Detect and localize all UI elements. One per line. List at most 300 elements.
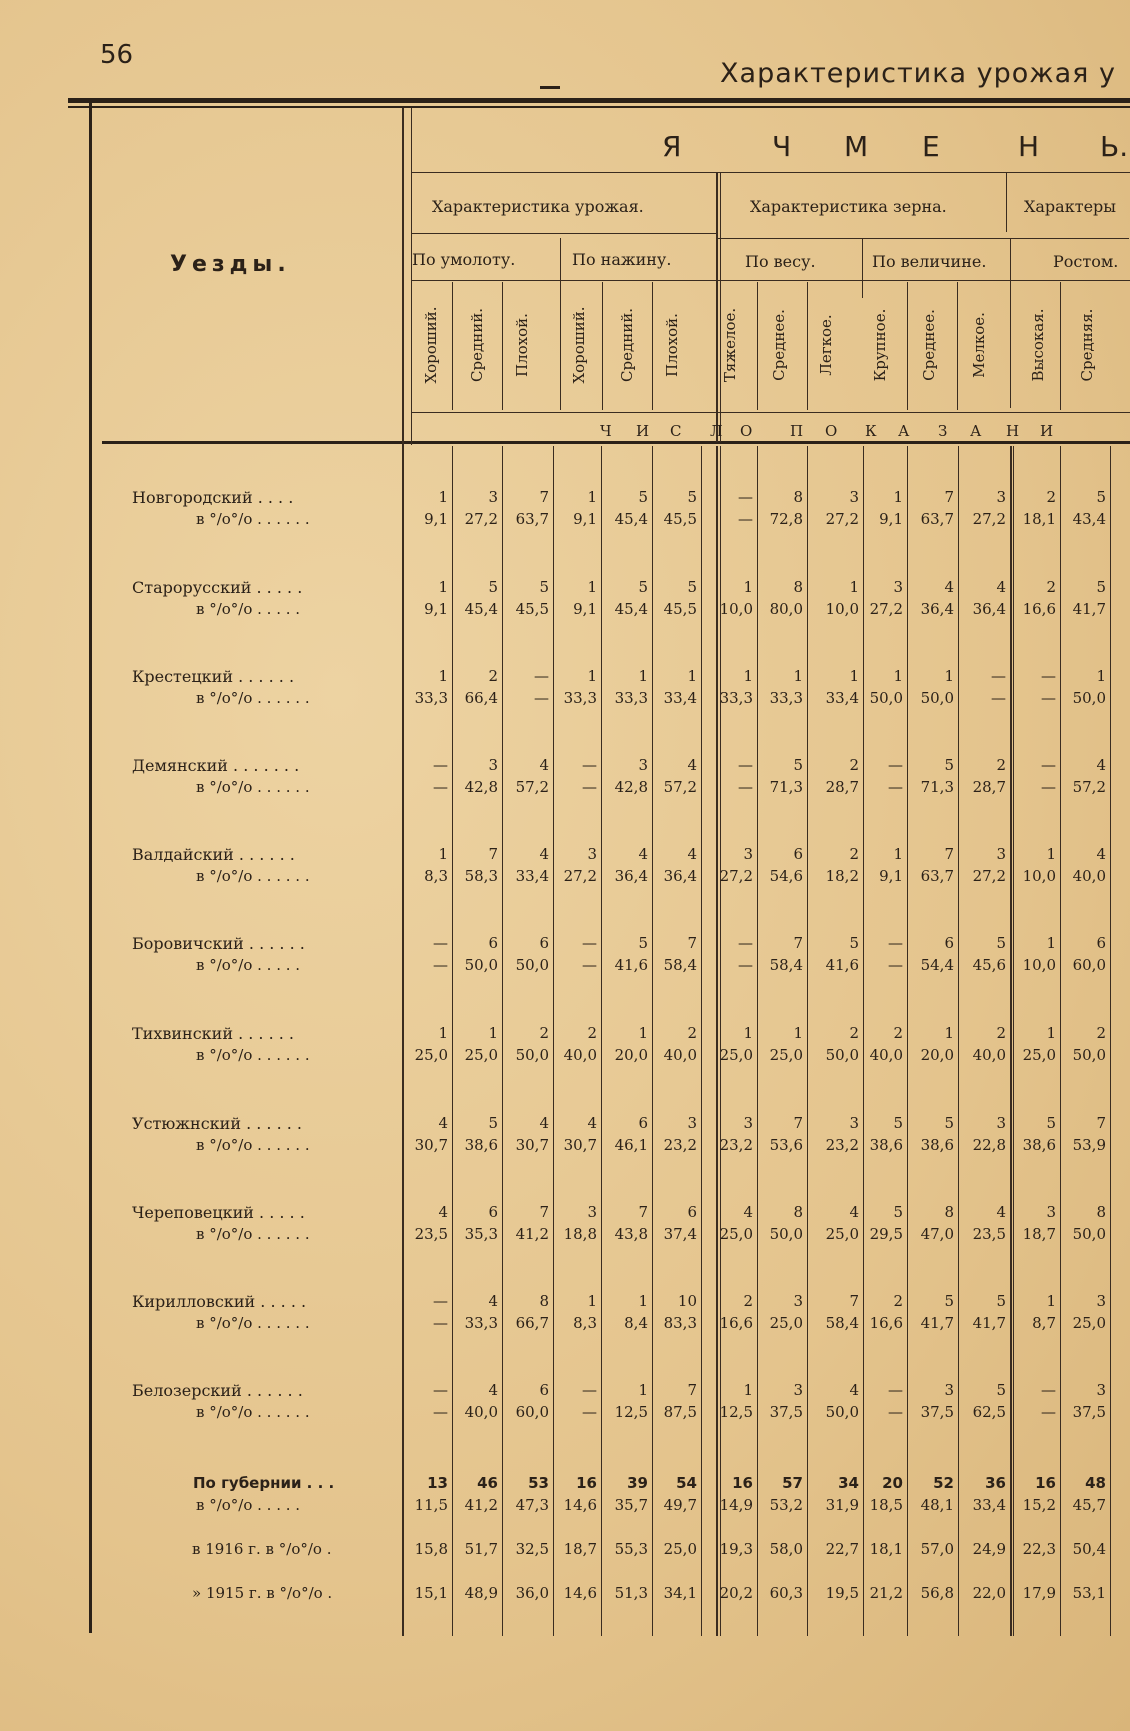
percent-cell: 9,1	[573, 510, 597, 528]
percent-cell: 28,7	[825, 778, 859, 796]
percent-cell: 37,5	[920, 1403, 954, 1421]
percent-cell: 25,0	[1072, 1314, 1106, 1332]
percent-cell: 36,4	[614, 867, 648, 885]
count-cell: —	[1041, 756, 1056, 774]
count-cell: 4	[539, 756, 549, 774]
total-percent-cell: 49,7	[663, 1496, 697, 1514]
percent-cell: 38,6	[869, 1136, 903, 1154]
percent-cell: 9,1	[424, 510, 448, 528]
percent-cell: 10,0	[825, 600, 859, 618]
percent-cell: 27,2	[869, 600, 903, 618]
percent-cell: 41,7	[1072, 600, 1106, 618]
percent-cell: 50,0	[1072, 1225, 1106, 1243]
percent-cell: 38,6	[464, 1136, 498, 1154]
count-cell: 4	[996, 578, 1006, 596]
count-cell: 8	[1096, 1203, 1106, 1221]
district-percent-label: в °/о°/о . . . . . .	[196, 1314, 310, 1332]
percent-cell: 41,6	[825, 956, 859, 974]
table-vertical-rule	[1060, 282, 1061, 410]
count-cell: 1	[743, 1024, 753, 1042]
top-rule	[68, 98, 1130, 103]
count-cell: 4	[488, 1381, 498, 1399]
district-percent-label: в °/о°/о . . . . . .	[196, 689, 310, 707]
total-count-cell: 13	[427, 1474, 448, 1492]
percent-cell: 45,5	[663, 510, 697, 528]
column-header: Тяжелое.	[721, 307, 739, 383]
count-cell: 4	[944, 578, 954, 596]
count-cell: 5	[638, 578, 648, 596]
district-name: Устюжнский . . . . . .	[132, 1114, 303, 1133]
table-horizontal-rule	[716, 238, 1129, 239]
percent-cell: 27,2	[972, 510, 1006, 528]
percent-cell: —	[433, 1403, 448, 1421]
percent-cell: 50,0	[1072, 689, 1106, 707]
percent-cell: 8,3	[573, 1314, 597, 1332]
percent-cell: —	[1041, 1403, 1056, 1421]
district-name: Старорусский . . . . .	[132, 578, 303, 597]
percent-cell: —	[888, 956, 903, 974]
percent-cell: 37,5	[769, 1403, 803, 1421]
total-percent-cell: 33,4	[972, 1496, 1006, 1514]
percent-cell: 66,7	[515, 1314, 549, 1332]
percent-cell: 10,0	[719, 600, 753, 618]
percent-cell: —	[582, 778, 597, 796]
count-cell: 6	[687, 1203, 697, 1221]
province-total-label: По губернии . . .	[193, 1474, 335, 1492]
count-cell: 7	[687, 934, 697, 952]
column-header: Плохой.	[513, 313, 531, 377]
total-count-cell: 53	[528, 1474, 549, 1492]
year-1916-cell: 57,0	[920, 1540, 954, 1558]
percent-cell: 23,2	[663, 1136, 697, 1154]
percent-cell: 25,0	[1022, 1046, 1056, 1064]
column-header: Средняя.	[1078, 308, 1096, 382]
count-cell: 5	[638, 488, 648, 506]
total-percent-cell: 41,2	[464, 1496, 498, 1514]
district-name: Череповецкий . . . . .	[132, 1203, 305, 1222]
year-1916-cell: 25,0	[663, 1540, 697, 1558]
count-cell: 8	[539, 1292, 549, 1310]
column-header: Мелкое.	[970, 312, 988, 378]
count-cell: 1	[438, 667, 448, 685]
percent-cell: 18,8	[563, 1225, 597, 1243]
percent-cell: 57,2	[1072, 778, 1106, 796]
count-cell: 5	[944, 1292, 954, 1310]
percent-cell: 23,2	[825, 1136, 859, 1154]
percent-cell: 45,4	[614, 600, 648, 618]
percent-cell: 45,5	[663, 600, 697, 618]
count-cell: 4	[743, 1203, 753, 1221]
percent-cell: 25,0	[719, 1225, 753, 1243]
total-count-cell: 16	[732, 1474, 753, 1492]
percent-cell: —	[738, 510, 753, 528]
percent-cell: 12,5	[719, 1403, 753, 1421]
percent-cell: 30,7	[414, 1136, 448, 1154]
group-third-header: Характеры	[1024, 197, 1117, 216]
percent-cell: 57,2	[663, 778, 697, 796]
table-vertical-rule	[602, 282, 603, 410]
count-cell: 6	[1096, 934, 1106, 952]
total-count-cell: 34	[838, 1474, 859, 1492]
year-1915-cell: 48,9	[464, 1584, 498, 1602]
count-cell: 6	[539, 1381, 549, 1399]
column-header: Легкое.	[817, 314, 835, 376]
group-yield-header: Характеристика урожая.	[432, 197, 644, 216]
count-cell: 5	[638, 934, 648, 952]
year-1915-cell: 22,0	[972, 1584, 1006, 1602]
year-1916-cell: 18,7	[563, 1540, 597, 1558]
percent-cell: 40,0	[869, 1046, 903, 1064]
count-cell: 1	[1096, 667, 1106, 685]
total-percent-cell: 14,6	[563, 1496, 597, 1514]
percent-cell: 45,6	[972, 956, 1006, 974]
count-label-letter: П	[790, 422, 806, 440]
count-cell: 2	[1046, 578, 1056, 596]
count-cell: 1	[587, 488, 597, 506]
total-percent-cell: 45,7	[1072, 1496, 1106, 1514]
count-cell: 5	[687, 578, 697, 596]
count-cell: 8	[793, 1203, 803, 1221]
count-cell: 1	[893, 667, 903, 685]
count-cell: 6	[539, 934, 549, 952]
total-percent-cell: 48,1	[920, 1496, 954, 1514]
year-1915-cell: 60,3	[769, 1584, 803, 1602]
count-cell: 2	[488, 667, 498, 685]
percent-cell: 71,3	[920, 778, 954, 796]
total-count-cell: 39	[627, 1474, 648, 1492]
percent-cell: 27,2	[719, 867, 753, 885]
header-bottom-rule	[102, 441, 1130, 444]
percent-cell: 87,5	[663, 1403, 697, 1421]
year-1915-cell: 14,6	[563, 1584, 597, 1602]
percent-cell: 40,0	[663, 1046, 697, 1064]
percent-cell: 53,9	[1072, 1136, 1106, 1154]
column-header: Плохой.	[663, 313, 681, 377]
count-cell: 1	[438, 1024, 448, 1042]
percent-cell: —	[433, 778, 448, 796]
count-label-letter: К	[865, 422, 879, 440]
district-percent-label: в °/о°/о . . . . .	[196, 600, 301, 618]
total-count-cell: 16	[1035, 1474, 1056, 1492]
crop-title-letter: Я	[662, 130, 682, 163]
percent-cell: 33,3	[614, 689, 648, 707]
count-cell: 4	[1096, 756, 1106, 774]
percent-cell: —	[738, 956, 753, 974]
percent-cell: 29,5	[869, 1225, 903, 1243]
year-1915-cell: 34,1	[663, 1584, 697, 1602]
percent-cell: 58,4	[769, 956, 803, 974]
percent-cell: 50,0	[515, 1046, 549, 1064]
count-cell: 1	[944, 667, 954, 685]
count-cell: 7	[539, 1203, 549, 1221]
count-cell: 1	[849, 578, 859, 596]
percent-cell: 41,7	[920, 1314, 954, 1332]
count-label-letter: З	[938, 422, 950, 440]
percent-cell: —	[1041, 689, 1056, 707]
district-name: Белозерский . . . . . .	[132, 1381, 303, 1400]
district-percent-label: в °/о°/о . . . . .	[196, 956, 301, 974]
count-cell: 5	[488, 578, 498, 596]
year-1915-cell: 17,9	[1022, 1584, 1056, 1602]
count-cell: 3	[793, 1381, 803, 1399]
total-percent-cell: 53,2	[769, 1496, 803, 1514]
count-cell: 6	[944, 934, 954, 952]
province-percent-label: в °/о°/о . . . . .	[196, 1496, 301, 1514]
count-cell: 4	[687, 845, 697, 863]
running-title: Характеристика урожая у	[720, 58, 1116, 89]
percent-cell: 62,5	[972, 1403, 1006, 1421]
count-cell: —	[991, 667, 1006, 685]
year-1915-cell: 36,0	[515, 1584, 549, 1602]
count-cell: 2	[996, 756, 1006, 774]
percent-cell: 36,4	[663, 867, 697, 885]
count-cell: 2	[743, 1292, 753, 1310]
percent-cell: 38,6	[920, 1136, 954, 1154]
count-cell: 4	[849, 1381, 859, 1399]
year-1916-cell: 19,3	[719, 1540, 753, 1558]
page-number: 56	[100, 40, 134, 70]
count-cell: —	[888, 934, 903, 952]
percent-cell: 33,3	[719, 689, 753, 707]
percent-cell: 50,0	[515, 956, 549, 974]
total-count-cell: 36	[985, 1474, 1006, 1492]
percent-cell: 9,1	[879, 867, 903, 885]
count-cell: 3	[488, 756, 498, 774]
count-cell: 5	[893, 1203, 903, 1221]
count-cell: 6	[793, 845, 803, 863]
count-cell: 6	[488, 934, 498, 952]
count-cell: 3	[996, 488, 1006, 506]
district-name: Тихвинский . . . . . .	[132, 1024, 295, 1043]
count-cell: 4	[539, 845, 549, 863]
count-cell: 5	[996, 934, 1006, 952]
district-name: Кирилловский . . . . .	[132, 1292, 307, 1311]
district-name: Демянский . . . . . . .	[132, 756, 300, 775]
count-cell: 1	[793, 1024, 803, 1042]
growth-header: Ростом.	[1053, 252, 1119, 271]
count-cell: 1	[893, 488, 903, 506]
district-header: Уезды.	[170, 252, 291, 277]
percent-cell: —	[433, 1314, 448, 1332]
count-cell: 4	[539, 1114, 549, 1132]
percent-cell: 54,4	[920, 956, 954, 974]
count-cell: 3	[849, 1114, 859, 1132]
count-cell: 5	[849, 934, 859, 952]
year-1915-cell: 21,2	[869, 1584, 903, 1602]
table-horizontal-rule	[412, 172, 1130, 173]
district-name: Валдайский . . . . . .	[132, 845, 295, 864]
percent-cell: 36,4	[972, 600, 1006, 618]
count-cell: 1	[638, 1381, 648, 1399]
crop-title-letter: Ь.	[1100, 130, 1129, 163]
count-cell: —	[888, 756, 903, 774]
percent-cell: 71,3	[769, 778, 803, 796]
count-cell: 5	[893, 1114, 903, 1132]
count-cell: 3	[1096, 1292, 1106, 1310]
total-count-cell: 46	[477, 1474, 498, 1492]
percent-cell: 18,2	[825, 867, 859, 885]
percent-cell: 25,0	[825, 1225, 859, 1243]
grain-size-header: По величине.	[872, 252, 987, 271]
crop-title-letter: М	[844, 130, 869, 163]
percent-cell: 16,6	[719, 1314, 753, 1332]
count-cell: 3	[743, 1114, 753, 1132]
column-header: Средний.	[618, 308, 636, 382]
year-1916-cell: 58,0	[769, 1540, 803, 1558]
count-cell: 1	[587, 667, 597, 685]
percent-cell: —	[991, 689, 1006, 707]
crop-title-letter: Н	[1018, 130, 1040, 163]
table-vertical-rule	[807, 446, 808, 1636]
count-cell: 1	[638, 1024, 648, 1042]
count-cell: 1	[743, 1381, 753, 1399]
count-cell: 2	[687, 1024, 697, 1042]
count-cell: 3	[996, 845, 1006, 863]
percent-cell: —	[534, 689, 549, 707]
year-1916-cell: 32,5	[515, 1540, 549, 1558]
count-cell: 3	[944, 1381, 954, 1399]
column-header: Среднее.	[770, 309, 788, 381]
year-1915-cell: 19,5	[825, 1584, 859, 1602]
count-label-letter: Л	[710, 422, 725, 440]
percent-cell: 40,0	[1072, 867, 1106, 885]
crop-title	[410, 130, 1130, 170]
table-vertical-rule	[907, 282, 908, 410]
percent-cell: 72,8	[769, 510, 803, 528]
count-cell: 2	[849, 845, 859, 863]
percent-cell: 58,4	[663, 956, 697, 974]
percent-cell: 83,3	[663, 1314, 697, 1332]
top-rule-thin	[68, 106, 1130, 108]
percent-cell: 40,0	[972, 1046, 1006, 1064]
percent-cell: 25,0	[464, 1046, 498, 1064]
percent-cell: 27,2	[563, 867, 597, 885]
count-label-letter: И	[1040, 422, 1056, 440]
table-vertical-rule	[452, 282, 453, 410]
year-1915-cell: 15,1	[414, 1584, 448, 1602]
percent-cell: 12,5	[614, 1403, 648, 1421]
percent-cell: 41,2	[515, 1225, 549, 1243]
total-count-cell: 54	[676, 1474, 697, 1492]
percent-cell: 18,7	[1022, 1225, 1056, 1243]
count-cell: 1	[1046, 934, 1056, 952]
percent-cell: 45,4	[614, 510, 648, 528]
year-1916-cell: 15,8	[414, 1540, 448, 1558]
count-cell: 5	[996, 1292, 1006, 1310]
count-cell: 3	[587, 845, 597, 863]
count-cell: 1	[1046, 845, 1056, 863]
total-percent-cell: 11,5	[414, 1496, 448, 1514]
count-cell: 3	[996, 1114, 1006, 1132]
left-border	[89, 98, 92, 1633]
count-cell: 3	[1096, 1381, 1106, 1399]
percent-cell: 54,6	[769, 867, 803, 885]
table-vertical-rule	[701, 446, 702, 1636]
percent-cell: 60,0	[1072, 956, 1106, 974]
count-cell: 4	[1096, 845, 1106, 863]
count-cell: 5	[996, 1381, 1006, 1399]
count-label-letter: Н	[1006, 422, 1022, 440]
count-cell: 4	[849, 1203, 859, 1221]
count-cell: 3	[793, 1292, 803, 1310]
count-cell: 1	[438, 578, 448, 596]
percent-cell: 53,6	[769, 1136, 803, 1154]
year-1915-label: » 1915 г. в °/о°/о .	[192, 1584, 333, 1602]
percent-cell: 37,4	[663, 1225, 697, 1243]
district-name: Крестецкий . . . . . .	[132, 667, 295, 686]
year-1916-cell: 51,7	[464, 1540, 498, 1558]
district-percent-label: в °/о°/о . . . . . .	[196, 1225, 310, 1243]
district-name: Новгородский . . . .	[132, 488, 294, 507]
count-cell: 7	[849, 1292, 859, 1310]
percent-cell: 9,1	[573, 600, 597, 618]
total-percent-cell: 35,7	[614, 1496, 648, 1514]
percent-cell: 20,0	[614, 1046, 648, 1064]
count-cell: 3	[687, 1114, 697, 1132]
count-cell: 1	[1046, 1292, 1056, 1310]
count-cell: 1	[438, 488, 448, 506]
percent-cell: 80,0	[769, 600, 803, 618]
year-1915-cell: 20,2	[719, 1584, 753, 1602]
year-1916-cell: 24,9	[972, 1540, 1006, 1558]
count-cell: 1	[849, 667, 859, 685]
column-header: Среднее.	[920, 309, 938, 381]
count-cell: 5	[687, 488, 697, 506]
count-cell: 4	[438, 1203, 448, 1221]
group-grain-header: Характеристика зерна.	[750, 197, 947, 216]
percent-cell: 57,2	[515, 778, 549, 796]
percent-cell: 42,8	[464, 778, 498, 796]
count-label-letter: И	[636, 422, 652, 440]
percent-cell: 27,2	[972, 867, 1006, 885]
count-cell: 3	[893, 578, 903, 596]
percent-cell: —	[888, 778, 903, 796]
percent-cell: 40,0	[464, 1403, 498, 1421]
percent-cell: 33,4	[825, 689, 859, 707]
percent-cell: 25,0	[719, 1046, 753, 1064]
count-cell: 10	[677, 1292, 697, 1310]
percent-cell: 38,6	[1022, 1136, 1056, 1154]
percent-cell: 30,7	[515, 1136, 549, 1154]
percent-cell: 33,4	[515, 867, 549, 885]
total-percent-cell: 15,2	[1022, 1496, 1056, 1514]
percent-cell: 50,0	[1072, 1046, 1106, 1064]
percent-cell: 46,1	[614, 1136, 648, 1154]
percent-cell: 41,7	[972, 1314, 1006, 1332]
total-count-cell: 52	[933, 1474, 954, 1492]
year-1916-cell: 22,3	[1022, 1540, 1056, 1558]
count-cell: 5	[1096, 488, 1106, 506]
percent-cell: 33,4	[663, 689, 697, 707]
count-cell: 3	[638, 756, 648, 774]
percent-cell: —	[582, 1403, 597, 1421]
percent-cell: 25,0	[414, 1046, 448, 1064]
count-cell: 2	[849, 1024, 859, 1042]
percent-cell: 66,4	[464, 689, 498, 707]
ornament-dash	[540, 86, 560, 89]
column-header: Высокая.	[1029, 308, 1047, 382]
total-count-cell: 48	[1085, 1474, 1106, 1492]
count-cell: 1	[793, 667, 803, 685]
table-horizontal-rule	[412, 233, 716, 234]
count-cell: 7	[944, 845, 954, 863]
count-cell: 7	[488, 845, 498, 863]
count-cell: 2	[996, 1024, 1006, 1042]
district-percent-label: в °/о°/о . . . . . .	[196, 1403, 310, 1421]
percent-cell: 10,0	[1022, 867, 1056, 885]
year-1915-cell: 51,3	[614, 1584, 648, 1602]
count-cell: —	[1041, 1381, 1056, 1399]
